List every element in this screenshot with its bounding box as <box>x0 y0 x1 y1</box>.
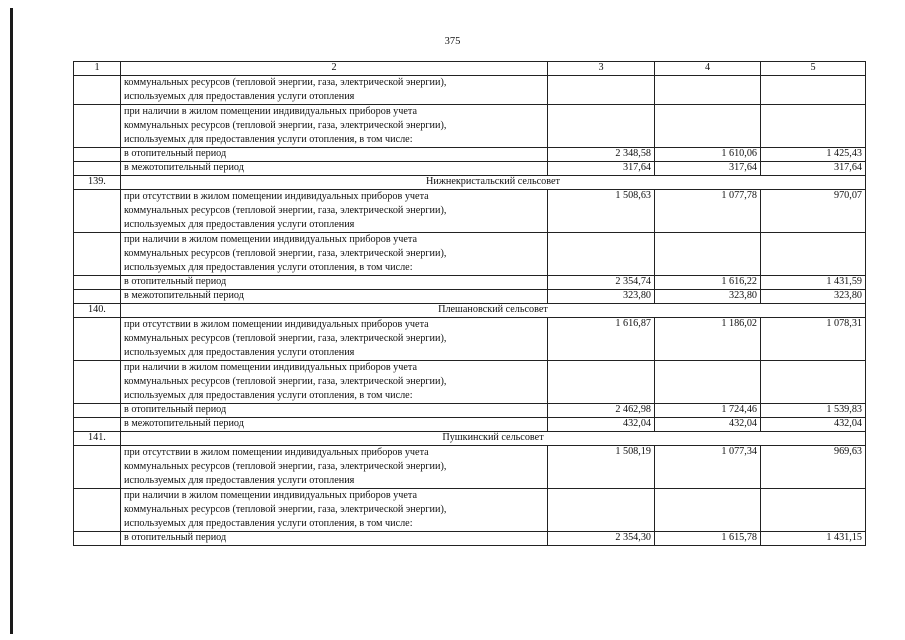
description-line: используемых для предоставления услуги отопления, в том числе: <box>124 134 413 145</box>
description-line: коммунальных ресурсов (тепловой энергии, газа, электрической энергии), <box>124 376 447 387</box>
header-col-3: 3 <box>548 62 655 76</box>
table-row <box>74 148 866 162</box>
table-row <box>74 489 866 532</box>
value-col-3 <box>548 361 655 404</box>
section-title: Нижнекристальский сельсовет <box>121 176 866 190</box>
tariff-table <box>73 61 866 546</box>
row-description <box>121 361 548 404</box>
value-col-4: 317,64 <box>655 162 761 176</box>
row-number-cell <box>74 532 121 546</box>
value-col-4 <box>655 233 761 276</box>
row-description <box>121 76 548 105</box>
section-row <box>74 432 866 446</box>
table-row <box>74 446 866 489</box>
value-col-3: 2 354,30 <box>548 532 655 546</box>
row-number-cell <box>74 318 121 361</box>
table-row <box>74 404 866 418</box>
value-col-4: 1 615,78 <box>655 532 761 546</box>
table-row <box>74 290 866 304</box>
value-col-4 <box>655 76 761 105</box>
value-col-4 <box>655 361 761 404</box>
row-number-cell <box>74 233 121 276</box>
section-number: 140. <box>74 304 121 318</box>
value-col-3: 1 508,19 <box>548 446 655 489</box>
value-col-4: 1 724,46 <box>655 404 761 418</box>
value-col-4 <box>655 105 761 148</box>
description-line: при отсутствии в жилом помещении индивидуальных приборов учета <box>124 447 429 458</box>
header-col-2: 2 <box>121 62 548 76</box>
value-col-5: 1 078,31 <box>761 318 866 361</box>
row-number-cell <box>74 404 121 418</box>
description-line: коммунальных ресурсов (тепловой энергии, газа, электрической энергии), <box>124 461 447 472</box>
value-col-4: 1 616,22 <box>655 276 761 290</box>
row-description <box>121 162 548 176</box>
value-col-5: 323,80 <box>761 290 866 304</box>
section-row <box>74 176 866 190</box>
row-number-cell <box>74 148 121 162</box>
value-col-5 <box>761 105 866 148</box>
value-col-3: 317,64 <box>548 162 655 176</box>
description-line: в межотопительный период <box>124 290 244 301</box>
description-line: коммунальных ресурсов (тепловой энергии, газа, электрической энергии), <box>124 248 447 259</box>
page-binding-bar <box>10 8 13 634</box>
row-number-cell <box>74 418 121 432</box>
description-line: используемых для предоставления услуги отопления, в том числе: <box>124 518 413 529</box>
value-col-3: 432,04 <box>548 418 655 432</box>
row-number-cell <box>74 361 121 404</box>
value-col-4: 323,80 <box>655 290 761 304</box>
row-number-cell <box>74 76 121 105</box>
row-description <box>121 190 548 233</box>
row-number-cell <box>74 162 121 176</box>
description-line: в отопительный период <box>124 276 227 287</box>
description-line: коммунальных ресурсов (тепловой энергии, газа, электрической энергии), <box>124 205 447 216</box>
value-col-5: 1 431,59 <box>761 276 866 290</box>
value-col-4: 1 077,78 <box>655 190 761 233</box>
row-description <box>121 233 548 276</box>
value-col-4: 1 186,02 <box>655 318 761 361</box>
row-description <box>121 404 548 418</box>
description-line: в межотопительный период <box>124 162 244 173</box>
row-number-cell <box>74 276 121 290</box>
row-description <box>121 418 548 432</box>
header-col-1: 1 <box>74 62 121 76</box>
table-row <box>74 532 866 546</box>
section-title: Пушкинский сельсовет <box>121 432 866 446</box>
description-line: используемых для предоставления услуги отопления <box>124 219 355 230</box>
table-header-row <box>74 62 866 76</box>
table-row <box>74 361 866 404</box>
row-description <box>121 148 548 162</box>
row-description <box>121 318 548 361</box>
description-line: коммунальных ресурсов (тепловой энергии, газа, электрической энергии), <box>124 120 447 131</box>
row-description <box>121 105 548 148</box>
row-number-cell <box>74 446 121 489</box>
row-number-cell <box>74 489 121 532</box>
value-col-5: 1 539,83 <box>761 404 866 418</box>
value-col-5: 1 425,43 <box>761 148 866 162</box>
description-line: используемых для предоставления услуги отопления, в том числе: <box>124 262 413 273</box>
header-col-4: 4 <box>655 62 761 76</box>
value-col-3: 2 354,74 <box>548 276 655 290</box>
description-line: в межотопительный период <box>124 418 244 429</box>
description-line: коммунальных ресурсов (тепловой энергии, газа, электрической энергии), <box>124 77 447 88</box>
description-line: при наличии в жилом помещении индивидуальных приборов учета <box>124 234 418 245</box>
value-col-4: 1 077,34 <box>655 446 761 489</box>
description-line: используемых для предоставления услуги отопления <box>124 475 355 486</box>
section-row <box>74 304 866 318</box>
value-col-3: 323,80 <box>548 290 655 304</box>
table-row <box>74 190 866 233</box>
value-col-3 <box>548 489 655 532</box>
page-number: 375 <box>444 36 461 47</box>
row-number-cell <box>74 290 121 304</box>
value-col-3 <box>548 105 655 148</box>
row-description <box>121 290 548 304</box>
description-line: при отсутствии в жилом помещении индивидуальных приборов учета <box>124 319 429 330</box>
value-col-5 <box>761 361 866 404</box>
description-line: при наличии в жилом помещении индивидуальных приборов учета <box>124 106 418 117</box>
description-line: используемых для предоставления услуги отопления, в том числе: <box>124 390 413 401</box>
header-col-5: 5 <box>761 62 866 76</box>
description-line: при наличии в жилом помещении индивидуальных приборов учета <box>124 362 418 373</box>
row-description <box>121 489 548 532</box>
value-col-3: 2 348,58 <box>548 148 655 162</box>
table-row <box>74 76 866 105</box>
description-line: при отсутствии в жилом помещении индивидуальных приборов учета <box>124 191 429 202</box>
value-col-5: 970,07 <box>761 190 866 233</box>
value-col-5: 432,04 <box>761 418 866 432</box>
value-col-3 <box>548 76 655 105</box>
table-row <box>74 105 866 148</box>
section-number: 141. <box>74 432 121 446</box>
value-col-3: 1 508,63 <box>548 190 655 233</box>
value-col-5: 969,63 <box>761 446 866 489</box>
table-row <box>74 418 866 432</box>
value-col-3: 1 616,87 <box>548 318 655 361</box>
value-col-3: 2 462,98 <box>548 404 655 418</box>
row-description <box>121 446 548 489</box>
value-col-3 <box>548 233 655 276</box>
row-number-cell <box>74 190 121 233</box>
section-number: 139. <box>74 176 121 190</box>
description-line: коммунальных ресурсов (тепловой энергии, газа, электрической энергии), <box>124 504 447 515</box>
table-row <box>74 162 866 176</box>
value-col-4: 432,04 <box>655 418 761 432</box>
value-col-4 <box>655 489 761 532</box>
description-line: используемых для предоставления услуги отопления <box>124 91 355 102</box>
row-description <box>121 532 548 546</box>
description-line: в отопительный период <box>124 148 227 159</box>
row-number-cell <box>74 105 121 148</box>
description-line: при наличии в жилом помещении индивидуальных приборов учета <box>124 490 418 501</box>
description-line: в отопительный период <box>124 404 227 415</box>
row-description <box>121 276 548 290</box>
table-row <box>74 318 866 361</box>
section-title: Плешановский сельсовет <box>121 304 866 318</box>
value-col-4: 1 610,06 <box>655 148 761 162</box>
value-col-5 <box>761 233 866 276</box>
value-col-5: 1 431,15 <box>761 532 866 546</box>
value-col-5: 317,64 <box>761 162 866 176</box>
table-row <box>74 233 866 276</box>
description-line: в отопительный период <box>124 532 227 543</box>
table-row <box>74 276 866 290</box>
value-col-5 <box>761 76 866 105</box>
value-col-5 <box>761 489 866 532</box>
description-line: используемых для предоставления услуги отопления <box>124 347 355 358</box>
description-line: коммунальных ресурсов (тепловой энергии, газа, электрической энергии), <box>124 333 447 344</box>
